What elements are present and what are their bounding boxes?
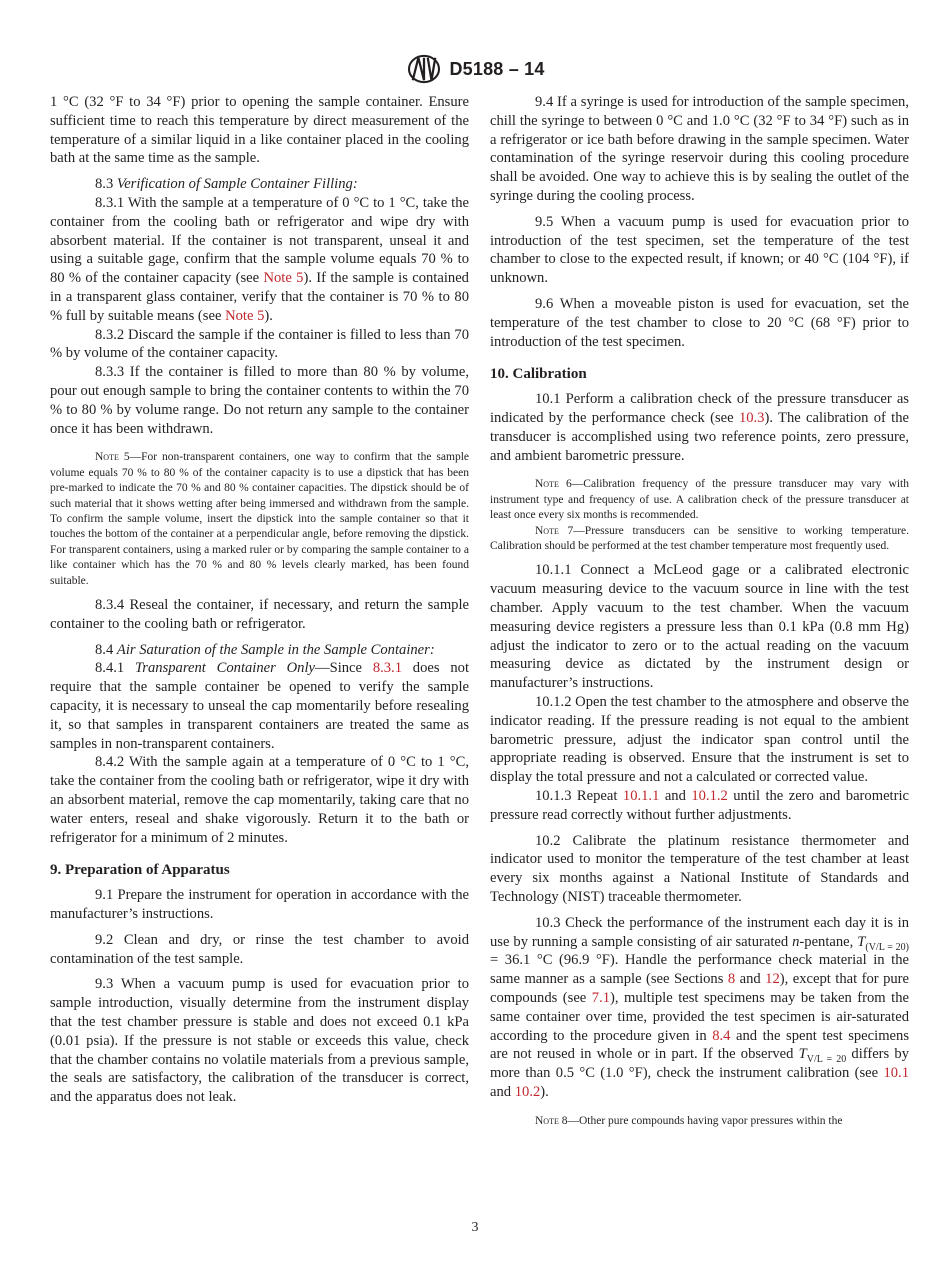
section-10-1-3: 10.1.3 Repeat 10.1.1 and 10.1.2 until the zero and barometric pressure read correctly without further adjustments. — [490, 787, 909, 823]
section-9-4: 9.4 If a syringe is used for introduction of the sample specimen, chill the syringe to between 0 °C and 1.0 °C (32 °F to 34 °F) such as in a refrigerator or ice bath before drawing in the sample specimen. Water contamination of the syringe reservoir during this cooling procedure shall be avoided. One way to achieve this is by sealing the outlet of the syringe during the cooling process. — [490, 94, 909, 204]
note-6: Note 6—Calibration frequency of the pressure transducer may vary with instrument type and frequency of use. A calibration check of the pressure transducer at least once every six months is recommended. — [490, 478, 909, 522]
section-9-5: 9.5 When a vacuum pump is used for evacuation prior to introduction of the test specimen, set the temperature of the test chamber to close to the expected result, if known; or 40 °C (104 °F), if unknown. — [490, 213, 909, 287]
link-section-12[interactable]: 12 — [765, 971, 780, 988]
link-10-3[interactable]: 10.3 — [738, 409, 765, 426]
section-9-6: 9.6 When a moveable piston is used for evacuation, set the temperature of the test chamber to close to 20 °C (68 °F) prior to introduction of the test specimen. — [490, 295, 909, 350]
paragraph-continuation: 1 °C (32 °F to 34 °F) prior to opening the sample container. Ensure sufficient time to reach this temperature by direct measurement of the temperature of a similar liquid in a like container placed in the cooling bath at the same time as the sample. — [50, 94, 469, 167]
right-column — [490, 93, 909, 1129]
section-8-4: 8.4 Air Saturation of the Sample in the Sample Container: — [95, 641, 435, 658]
link-10-1-2[interactable]: 10.1.2 — [691, 787, 728, 804]
link-note-5[interactable]: Note 5 — [263, 270, 304, 287]
note-5: Note 5—For non-transparent containers, one way to confirm that the sample volume equals 70 % to 80 % of the container capacity is to use a dipstick that has been pre-marked to indicate the 70 % and 80 % container capacities. The dipstick should be of such material that it shows wetting after being immersed and withdrawn from the sample. To confirm the sample volume, insert the dipstick into the sample container so that it touches the bottom of the container at a perpendicular angle, before removing the dipstick. For transparent containers, using a marked ruler or by comparing the sample container to a like container which has the 70 % and 80 % levels clearly marked, has been found suitable. — [50, 451, 469, 587]
section-10-2: 10.2 Calibrate the platinum resistance thermometer and indicator used to monitor the temperature of the test chamber at least every six months against a National Institute of Standards and Technology (NIST) traceable thermometer. — [490, 832, 909, 905]
left-column — [50, 93, 469, 1107]
section-9-3: 9.3 When a vacuum pump is used for evacuation prior to sample introduction, visually determine from the instrument display that the test chamber pressure is stable and does not exceed 0.1 kPa (0.01 psia). If the pressure is not stable or exceeds this value, check that the chamber contains no volatile materials from a previous sample, the seals are satisfactory, the calibration of the transducer is correct, and the apparatus does not leak. — [50, 976, 469, 1106]
heading-section-10: 10. Calibration — [490, 366, 587, 383]
section-8-3-2: 8.3.2 Discard the sample if the container is filled to less than 70 % by volume of the container capacity. — [50, 326, 469, 362]
link-10-1-1[interactable]: 10.1.1 — [622, 787, 660, 804]
note-7: Note 7—Pressure transducers can be sensitive to working temperature. Calibration should be performed at the test chamber temperature most frequently used. — [490, 524, 910, 552]
link-8-4[interactable]: 8.4 — [712, 1027, 731, 1044]
astm-logo-icon — [405, 54, 443, 84]
section-10-1-2: 10.1.2 Open the test chamber to the atmosphere and observe the indicator reading. If the pressure reading is not equal to the ambient barometric pressure, adjust the indicator span control until the appropriate reading is observed. Ensure that the instrument is set to display the total pressure and not a calculated or corrected value. — [490, 693, 909, 786]
section-10-1-1: 10.1.1 Connect a McLeod gage or a calibrated electronic vacuum measuring device to the vacuum source in line with the test chamber. Apply vacuum to the test chamber. When the vacuum measuring device registers a pressure less than 0.1 kPa (0.8 mm Hg) adjust the indicator to zero or to the actual reading on the vacuum measuring device as dictated by the instrument design or manufacturer’s instructions. — [490, 562, 909, 692]
section-9-2: 9.2 Clean and dry, or rinse the test chamber to avoid contamination of the test sample. — [50, 931, 469, 967]
page-header — [0, 52, 950, 86]
section-8-3-1: 8.3.1 With the sample at a temperature of 0 °C to 1 °C, take the container from the cooling bath or refrigerator and wipe dry with absorbent material. If the container is not transparent, unseal it and using a suitable gage, confirm that the sample volume equals 70 % to 80 % of the container capacity (see Note 5). If the sample is contained in a transparent glass container, verify that the container is 70 % to 80 % full by suitable means (see Note 5). — [50, 194, 469, 324]
heading-section-9: 9. Preparation of Apparatus — [50, 862, 230, 879]
section-10-3: 10.3 Check the performance of the instrument each day it is in use by running a sample consisting of air saturated n-pentane, $T_{(V/L = 20)} = 36.1$ °C (96.9 °F). Handle the performance check material in the same manner as a sample (see Sections 8 and 12), except that for pure compounds (see 7.1), multiple test specimens may be taken from the same container over time, provided the test specimen is air-saturated according to the procedure given in 8.4 and the spent test specimens are not reused in whole or in part. If the observed $T_{V/L = 20}$ differs by more than 0.5 °C (1.0 °F), check the instrument calibration (see 10.1 and 10.2). — [490, 914, 910, 1100]
note-8: Note 8—Other pure compounds having vapor pressures within the — [535, 1114, 843, 1127]
page-number: 3 — [471, 1220, 479, 1235]
link-10-2[interactable]: 10.2 — [514, 1083, 541, 1100]
link-section-8[interactable]: 8 — [727, 971, 736, 988]
section-8-4-1: 8.4.1 Transparent Container Only—Since 8.3.1 does not require that the sample container be opened to verify the sample capacity, it is necessary to unseal the cap momentarily before resealing it, so that samples in transparent containers are treated the same as samples in non-transparent containers. — [50, 660, 469, 752]
section-8-4-2: 8.4.2 With the sample again at a temperature of 0 °C to 1 °C, take the container from the cooling bath or refrigerator, wipe it dry with an absorbent material, remove the cap momentarily, taking care that no water enters, reseal and shake vigorously. Return it to the bath or refrigerator for a minimum of 2 minutes. — [50, 754, 469, 846]
section-8-3: 8.3 Verification of Sample Container Filling: — [95, 176, 358, 193]
section-9-1: 9.1 Prepare the instrument for operation in accordance with the manufacturer’s instructions. — [50, 887, 469, 922]
section-8-3-4: 8.3.4 Reseal the container, if necessary, and return the sample container to the cooling bath or refrigerator. — [50, 597, 469, 632]
link-note-5[interactable]: Note 5 — [225, 307, 265, 324]
section-8-3-3: 8.3.3 If the container is filled to more than 80 % by volume, pour out enough sample to bring the container contents to within the 70 % to 80 % by volume range. Do not return any sample to the container once it has been withdrawn. — [50, 364, 469, 437]
link-7-1[interactable]: 7.1 — [591, 989, 611, 1006]
link-10-1[interactable]: 10.1 — [883, 1065, 909, 1082]
link-8-3-1[interactable]: 8.3.1 — [372, 660, 402, 677]
section-10-1: 10.1 Perform a calibration check of the pressure transducer as indicated by the performance check (see 10.3). The calibration of the transducer is accomplished using two reference points, zero pressure, and ambient barometric pressure. — [490, 391, 909, 464]
document-id: D5188 – 14 — [449, 58, 545, 79]
